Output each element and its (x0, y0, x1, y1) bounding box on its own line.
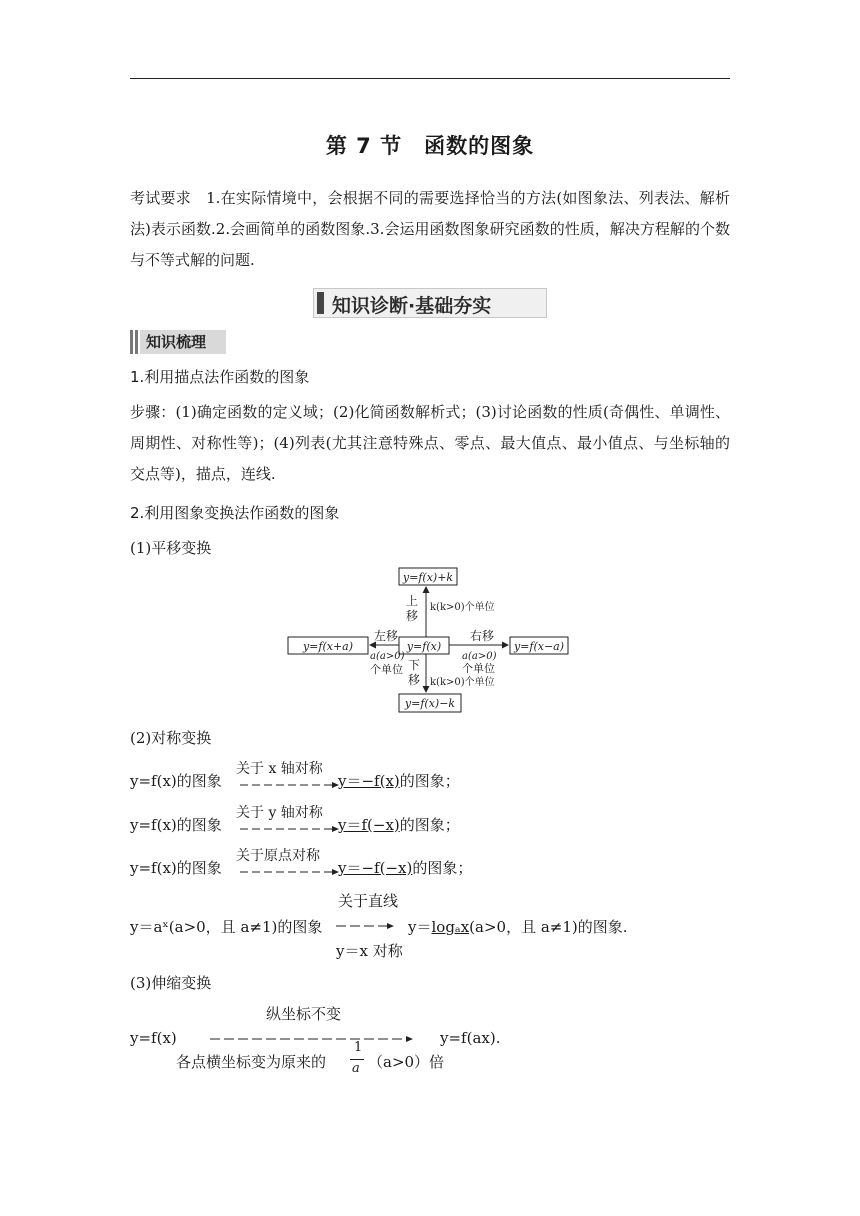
right-label: 右移 (470, 629, 495, 643)
arrow-icon (240, 867, 340, 877)
exam-requirements (130, 183, 730, 276)
section1-text: 步骤：(1)确定函数的定义域；(2)化简函数解析式；(3)讨论函数的性质(奇偶性、单调性、周期性、对称性等)；(4)列表(尤其注意特殊点、零点、最大值点、最小值点、与坐标轴的交点等)，描点，连线. (130, 403, 730, 483)
box-top-label: y=f(x)+k (402, 571, 454, 584)
down-label-1: 下 (408, 658, 421, 672)
left-condition-2: 个单位 (370, 663, 403, 676)
up-condition: k(k>0)个单位 (430, 602, 495, 613)
stretch-heading: (3)伸缩变换 (130, 974, 212, 992)
section-banner (313, 288, 547, 318)
up-label-2: 移 (406, 609, 419, 623)
box-bottom-label: y=f(x)−k (404, 697, 456, 710)
symmetry-heading: (2)对称变换 (130, 729, 212, 747)
section1-heading: 1.利用描点法作函数的图象 (130, 368, 310, 386)
arrow-icon (240, 824, 340, 834)
down-condition: k(k>0)个单位 (430, 677, 495, 688)
banner-bar (317, 292, 324, 314)
page-title: 第 7 节 函数的图象 (325, 134, 535, 158)
right-condition-2: 个单位 (462, 662, 495, 675)
arrow-icon (210, 1033, 416, 1045)
banner-text: 知识诊断·基础夯实 (332, 295, 492, 317)
up-label-1: 上 (406, 594, 419, 608)
box-center-label: y=f(x) (406, 640, 442, 653)
symmetry-row: y=f(x)的图象 关于 y 轴对称 y＝f(−x)的图象； (130, 805, 460, 834)
section2-heading: 2.利用图象变换法作函数的图象 (130, 504, 340, 522)
left-condition-1: a(a>0) (370, 651, 405, 662)
left-label: 左移 (374, 629, 399, 643)
symmetry-row: y=f(x)的图象 关于 x 轴对称 y＝−f(x)的图象； (130, 761, 460, 790)
header-rule (130, 78, 730, 79)
down-label-2: 移 (408, 673, 421, 687)
translation-heading: (1)平移变换 (130, 539, 212, 557)
box-left-label: y=f(x+a) (302, 640, 354, 653)
requirements-text: 1.在实际情境中，会根据不同的需要选择恰当的方法(如图象法、列表法、解析法)表示函数.2.会画简单的函数图象.3.会运用函数图象研究函数的性质，解决方程解的个数与不等式解的问题. (130, 189, 730, 269)
stretch-row: 纵坐标不变 y=f(x) y=f(ax). 各点横坐标变为原来的 1 a （a>0）倍 (130, 1005, 501, 1076)
translation-diagram (280, 565, 580, 717)
requirements-label: 考试要求 (130, 189, 192, 207)
knowledge-tag (130, 330, 226, 354)
box-right-label: y=f(x−a) (513, 640, 565, 653)
symmetry-row: y=f(x)的图象 关于原点对称 y＝−f(−x)的图象； (130, 848, 473, 877)
arrow-icon (240, 780, 340, 790)
tag-text: 知识梳理 (146, 333, 207, 351)
right-condition-1: a(a>0) (462, 651, 497, 662)
arrow-icon (336, 920, 396, 932)
inverse-function-row: 关于直线 y＝aˣ(a>0，且 a≠1)的图象 y＝logₐx(a>0，且 a≠1)的图象. y＝x 对称 (130, 892, 628, 960)
